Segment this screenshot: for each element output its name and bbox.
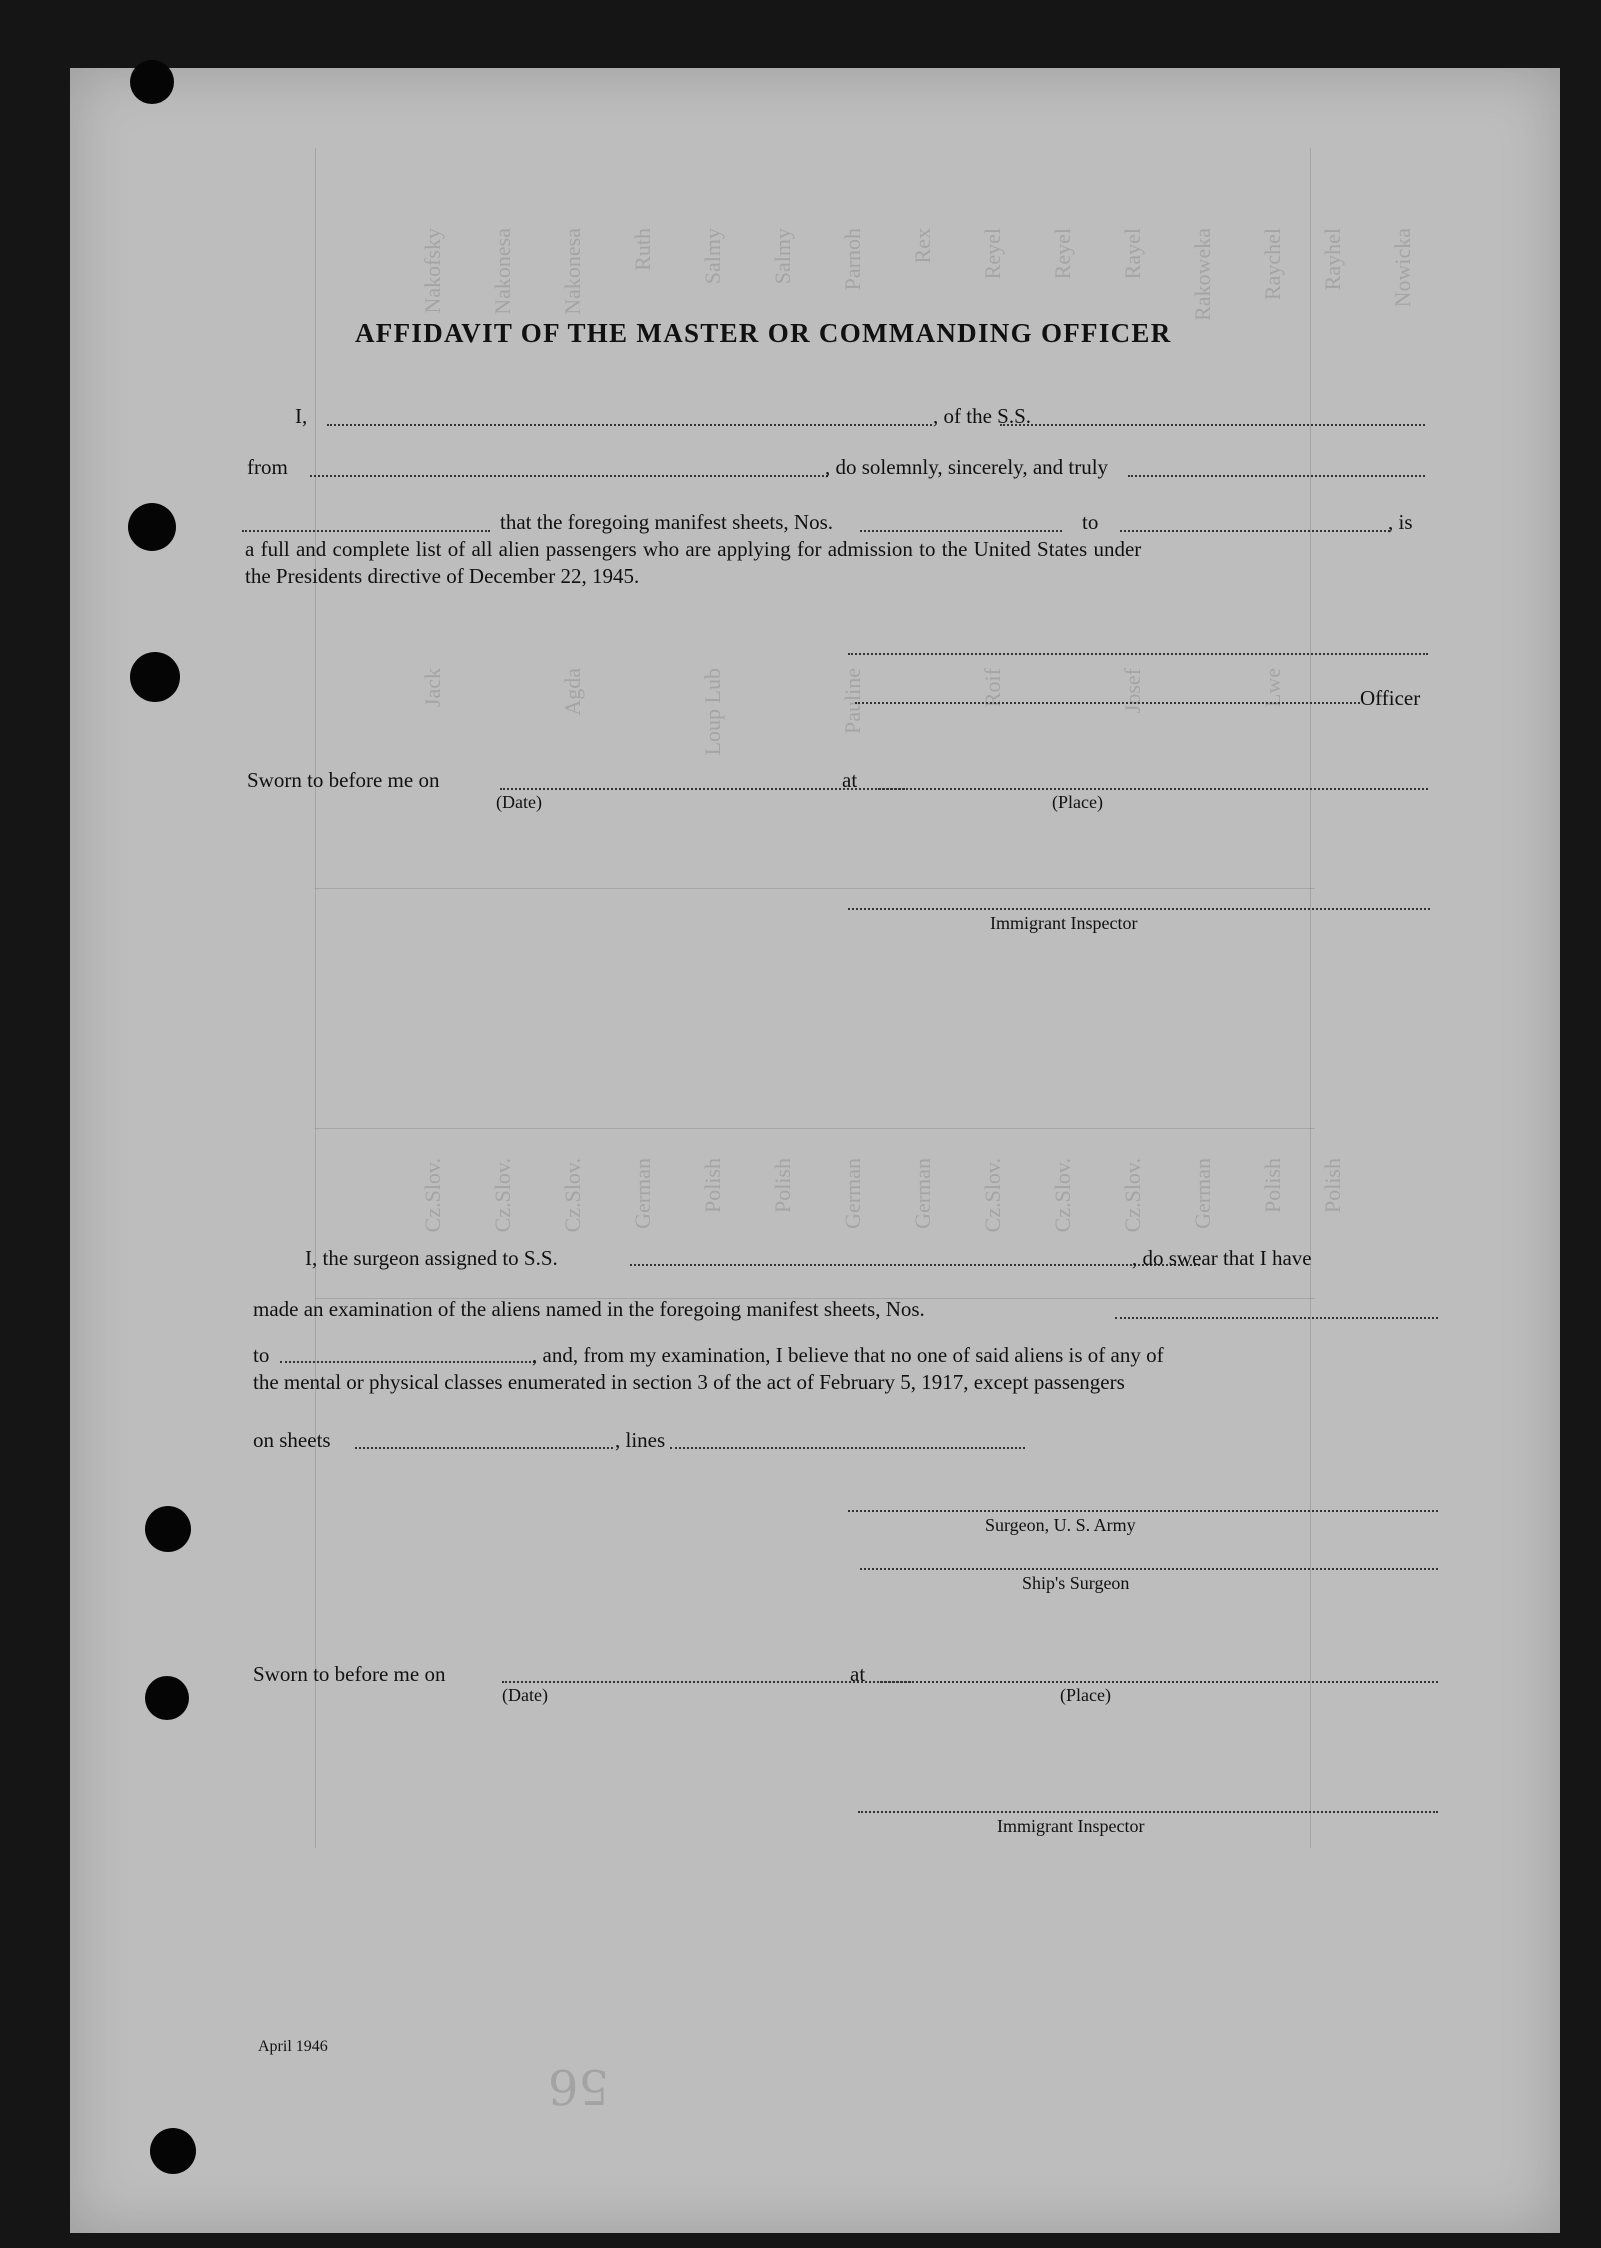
ghost-surname: Rex bbox=[910, 228, 935, 264]
punch-hole bbox=[130, 652, 180, 702]
officer-label: Officer bbox=[1360, 686, 1421, 710]
ghost-given-name: Agda bbox=[560, 668, 585, 716]
i-label: I, bbox=[295, 404, 308, 428]
ghost-given-name: Josef bbox=[1120, 668, 1145, 714]
surgeon-sheets-to-field[interactable] bbox=[280, 1361, 535, 1363]
ghost-surname: Nowicka bbox=[1390, 228, 1415, 308]
from-port-field[interactable] bbox=[310, 475, 828, 477]
ghost-surname: Nakofsky bbox=[420, 228, 445, 314]
punch-hole bbox=[150, 2128, 196, 2174]
army-surgeon-caption: Surgeon, U. S. Army bbox=[985, 1515, 1136, 1535]
ghost-surname: Salmy bbox=[700, 228, 725, 285]
army-surgeon-signature-line[interactable] bbox=[848, 1510, 1438, 1512]
punch-hole bbox=[130, 60, 174, 104]
master-name-field[interactable] bbox=[327, 424, 932, 426]
surgeon-sworn-place-field[interactable] bbox=[880, 1681, 1438, 1683]
ghost-surname: Reyel bbox=[1050, 228, 1075, 280]
ship-surgeon-signature-line[interactable] bbox=[860, 1568, 1438, 1570]
form-date: April 1946 bbox=[258, 2038, 328, 2055]
ghost-nationality: German bbox=[1190, 1158, 1215, 1229]
sheet-to-field[interactable] bbox=[1120, 530, 1390, 532]
officer-signature-line[interactable] bbox=[855, 702, 1360, 704]
ship-name-field[interactable] bbox=[1000, 424, 1425, 426]
ghost-rule bbox=[315, 1128, 1315, 1129]
ghost-nationality: Cz.Slov. bbox=[560, 1158, 585, 1233]
ghost-given-name: Lwe bbox=[1260, 668, 1285, 708]
ghost-surname: Rayhel bbox=[1320, 228, 1345, 291]
surgeon-inspector-caption: Immigrant Inspector bbox=[997, 1816, 1145, 1836]
sworn-place-field[interactable] bbox=[875, 788, 1428, 790]
ghost-nationality: German bbox=[840, 1158, 865, 1229]
ghost-surname: Reyel bbox=[980, 228, 1005, 280]
on-sheets-label: on sheets bbox=[253, 1428, 331, 1452]
of-ss-label: , of the S.S. bbox=[933, 404, 1032, 428]
ghost-nationality: German bbox=[910, 1158, 935, 1229]
ghost-nationality: Polish bbox=[700, 1158, 725, 1214]
surgeon-line3: , and, from my examination, I believe that no one of said aliens is of any of bbox=[532, 1343, 1164, 1367]
solemnly-label: , do solemnly, sincerely, and truly bbox=[825, 455, 1109, 479]
ghost-stamp-number: 56 bbox=[548, 2058, 610, 2114]
surgeon-line1-a: I, the surgeon assigned to S.S. bbox=[305, 1246, 558, 1270]
place-caption: (Place) bbox=[1052, 792, 1103, 812]
surgeon-ship-field[interactable] bbox=[630, 1264, 1200, 1266]
to-label: to bbox=[1082, 510, 1099, 534]
ghost-nationality: Polish bbox=[1260, 1158, 1285, 1214]
surgeon-line4: the mental or physical classes enumerated in section 3 of the act of February 5, 1917, except passengers bbox=[253, 1370, 1125, 1394]
punch-hole bbox=[145, 1506, 191, 1552]
on-sheets-field[interactable] bbox=[355, 1447, 613, 1449]
ghost-nationality: Cz.Slov. bbox=[1050, 1158, 1075, 1233]
page-title: AFFIDAVIT OF THE MASTER OR COMMANDING OFFICER bbox=[355, 318, 1172, 348]
ghost-surname: Ruth bbox=[630, 228, 655, 271]
master-statement-line3: the Presidents directive of December 22, 1945. bbox=[245, 564, 640, 588]
ghost-nationality: German bbox=[630, 1158, 655, 1229]
surgeon-line1-b: , do swear that I have bbox=[1132, 1246, 1312, 1270]
sheet-from-field[interactable] bbox=[860, 530, 1062, 532]
ghost-nationality: Cz.Slov. bbox=[980, 1158, 1005, 1233]
surgeon-date-caption: (Date) bbox=[502, 1685, 548, 1705]
lines-field[interactable] bbox=[670, 1447, 1025, 1449]
ghost-nationality: Cz.Slov. bbox=[490, 1158, 515, 1233]
ghost-nationality: Polish bbox=[1320, 1158, 1345, 1214]
surgeon-inspector-signature-line[interactable] bbox=[858, 1811, 1438, 1813]
surgeon-sheets-from-field[interactable] bbox=[1115, 1317, 1438, 1319]
signature-line[interactable] bbox=[848, 653, 1428, 655]
ship-surgeon-caption: Ship's Surgeon bbox=[1022, 1573, 1130, 1593]
ghost-rule bbox=[315, 888, 1315, 889]
ghost-rule bbox=[315, 148, 316, 1848]
ghost-surname: Raychel bbox=[1260, 228, 1285, 301]
oath-word-field[interactable] bbox=[1128, 475, 1425, 477]
surgeon-sworn-label: Sworn to before me on bbox=[253, 1662, 446, 1686]
punch-hole bbox=[128, 503, 176, 551]
ghost-nationality: Polish bbox=[770, 1158, 795, 1214]
sworn-label: Sworn to before me on bbox=[247, 768, 440, 792]
ghost-nationality: Cz.Slov. bbox=[1120, 1158, 1145, 1233]
foregoing-label: that the foregoing manifest sheets, Nos. bbox=[500, 510, 834, 534]
from-label: from bbox=[247, 455, 288, 479]
is-label: , is bbox=[1388, 510, 1413, 534]
ghost-surname: Parnoh bbox=[840, 228, 865, 291]
date-caption: (Date) bbox=[496, 792, 542, 812]
ghost-surname: Rakoweka bbox=[1190, 228, 1215, 321]
ghost-nationality: Cz.Slov. bbox=[420, 1158, 445, 1233]
ghost-surname: Salmy bbox=[770, 228, 795, 285]
at-label: at bbox=[842, 768, 858, 792]
ghost-given-name: Jack bbox=[420, 668, 445, 708]
ghost-surname: Nakonesa bbox=[490, 228, 515, 315]
surgeon-place-caption: (Place) bbox=[1060, 1685, 1111, 1705]
master-statement-line2: a full and complete list of all alien passengers who are applying for admission to the United States under bbox=[245, 537, 1142, 561]
surgeon-at-label: at bbox=[850, 1662, 866, 1686]
ghost-given-name: Pauline bbox=[840, 668, 865, 734]
ghost-rule bbox=[1310, 148, 1311, 1848]
oath-word-field-2[interactable] bbox=[242, 530, 490, 532]
surgeon-to-label: to bbox=[253, 1343, 270, 1367]
punch-hole bbox=[145, 1676, 189, 1720]
ghost-surname: Nakonesa bbox=[560, 228, 585, 315]
inspector-signature-line[interactable] bbox=[848, 908, 1430, 910]
ghost-surname: Rayel bbox=[1120, 228, 1145, 280]
lines-label: , lines bbox=[615, 1428, 666, 1452]
inspector-caption: Immigrant Inspector bbox=[990, 913, 1138, 933]
ghost-given-name: Loup Lub bbox=[700, 668, 725, 756]
surgeon-line2: made an examination of the aliens named in the foregoing manifest sheets, Nos. bbox=[253, 1297, 925, 1321]
document-page bbox=[70, 68, 1560, 2233]
ghost-given-name: Roif bbox=[980, 668, 1005, 708]
